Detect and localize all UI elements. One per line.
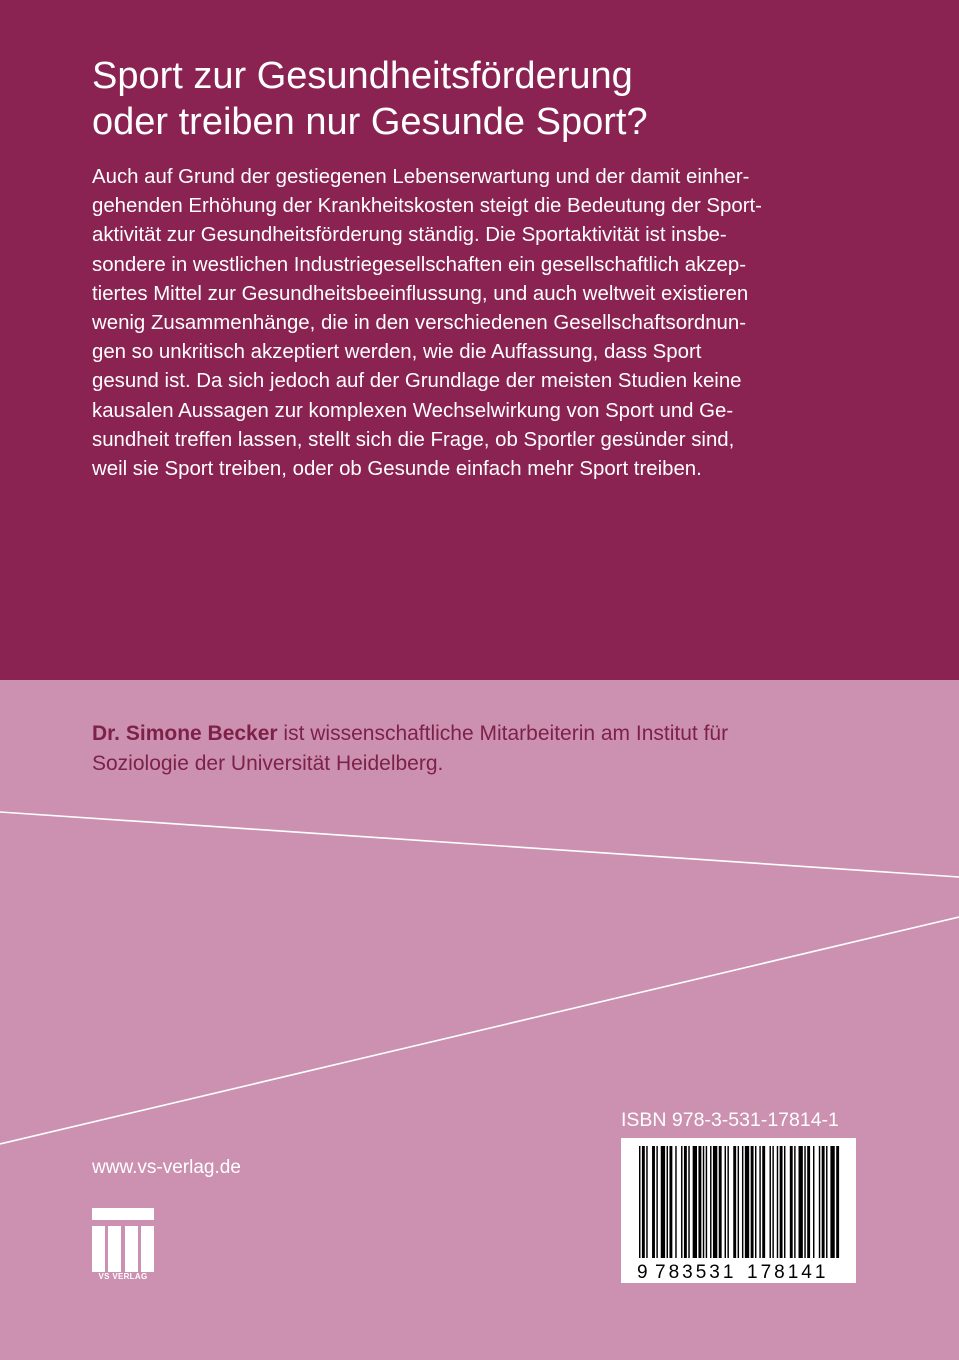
barcode-bar <box>807 1146 810 1258</box>
barcode-bar <box>667 1146 668 1258</box>
barcode-bar <box>745 1146 749 1258</box>
blurb-line: weil sie Sport treiben, oder ob Gesunde einfach mehr Sport treiben. <box>92 458 702 481</box>
barcode-bar <box>669 1146 672 1258</box>
barcode-right-digits: 178141 <box>747 1262 829 1283</box>
barcode-bar <box>790 1146 793 1258</box>
blurb-line: tiertes Mittel zur Gesundheitsbeeinflussung, und auch weltweit existieren <box>92 282 749 305</box>
isbn-label: ISBN 978-3-531-17814-1 <box>621 1109 839 1131</box>
barcode-bar <box>770 1146 771 1258</box>
author-bio-line-2: Soziologie der Universität Heidelberg. <box>92 752 444 775</box>
barcode-bar <box>738 1146 739 1258</box>
publisher-website: www.vs-verlag.de <box>92 1157 241 1178</box>
barcode-graphic <box>621 1138 856 1283</box>
barcode-bar <box>804 1146 805 1258</box>
barcode-bar <box>693 1146 697 1258</box>
barcode-bars <box>639 1146 839 1258</box>
book-title <box>92 53 912 145</box>
author-name: Dr. Simone Becker <box>92 722 278 745</box>
barcode-bar <box>652 1146 655 1258</box>
barcode-left-digits: 783531 <box>655 1262 737 1283</box>
barcode-bar <box>830 1146 834 1258</box>
barcode-bar <box>836 1146 839 1258</box>
blurb-line: kausalen Aussagen zur komplexen Wechselwirkung von Sport und Ge- <box>92 399 734 422</box>
barcode-bar <box>755 1146 756 1258</box>
publisher-logo-text: VS VERLAG <box>98 1272 148 1281</box>
blurb-line: wenig Zusammenhänge, die in den verschiedenen Gesellschaftsordnun- <box>92 312 747 335</box>
title-line-2: oder treiben nur Gesunde Sport? <box>92 101 648 143</box>
book-blurb <box>92 163 872 484</box>
barcode-bar <box>780 1146 783 1258</box>
blurb-line: gesund ist. Da sich jedoch auf der Grundlage der meisten Studien keine <box>92 370 742 393</box>
barcode-bar <box>684 1146 687 1258</box>
blurb-line: gen so unkritisch akzeptiert werden, wie die Auffassung, dass Sport <box>92 341 702 364</box>
barcode-bar <box>725 1146 726 1258</box>
barcode-bar <box>799 1146 803 1258</box>
barcode-bar <box>822 1146 825 1258</box>
barcode-bar <box>794 1146 795 1258</box>
barcode-bar <box>826 1146 827 1258</box>
barcode-bar <box>688 1146 689 1258</box>
barcode-bar <box>719 1146 722 1258</box>
barcode-bar <box>681 1146 682 1258</box>
blurb-line: sundheit treffen lassen, stellt sich die Frage, ob Sportler gesünder sind, <box>92 428 735 451</box>
blurb-line: gehenden Erhöhung der Krankheitskosten steigt die Bedeutung der Sport- <box>92 195 762 218</box>
barcode-bar <box>646 1146 647 1258</box>
barcode-bar <box>639 1146 640 1258</box>
barcode-bar <box>819 1146 820 1258</box>
barcode-bar <box>777 1146 778 1258</box>
blurb-line: aktivität zur Gesundheitsförderung ständig. Die Sportaktivität ist insbe- <box>92 224 727 247</box>
author-bio-text: ist wissenschaftliche Mitarbeiterin am Institut für <box>277 722 729 745</box>
barcode <box>621 1138 856 1283</box>
barcode-bar <box>675 1146 676 1258</box>
barcode-bar <box>813 1146 814 1258</box>
barcode-bar <box>784 1146 785 1258</box>
barcode-bar <box>742 1146 743 1258</box>
barcode-bar <box>733 1146 736 1258</box>
blurb-line: sondere in westlichen Industriegesellschaften ein gesellschaftlich akzep- <box>92 253 747 276</box>
barcode-bar <box>759 1146 760 1258</box>
blurb-line: Auch auf Grund der gestiegenen Lebenserwartung und der damit einher- <box>92 166 750 188</box>
barcode-bar <box>656 1146 657 1258</box>
barcode-bar <box>713 1146 717 1258</box>
barcode-bar <box>698 1146 701 1258</box>
barcode-bar <box>706 1146 707 1258</box>
barcode-leading-digit: 9 <box>637 1262 648 1283</box>
barcode-bar <box>703 1146 704 1258</box>
barcode-bar <box>710 1146 711 1258</box>
decorative-line-1 <box>0 812 959 877</box>
barcode-bar <box>762 1146 765 1258</box>
barcode-bar <box>727 1146 728 1258</box>
barcode-bar <box>642 1146 645 1258</box>
title-line-1: Sport zur Gesundheitsförderung <box>92 55 633 97</box>
barcode-bar <box>772 1146 773 1258</box>
barcode-bar <box>661 1146 665 1258</box>
barcode-bar <box>751 1146 754 1258</box>
